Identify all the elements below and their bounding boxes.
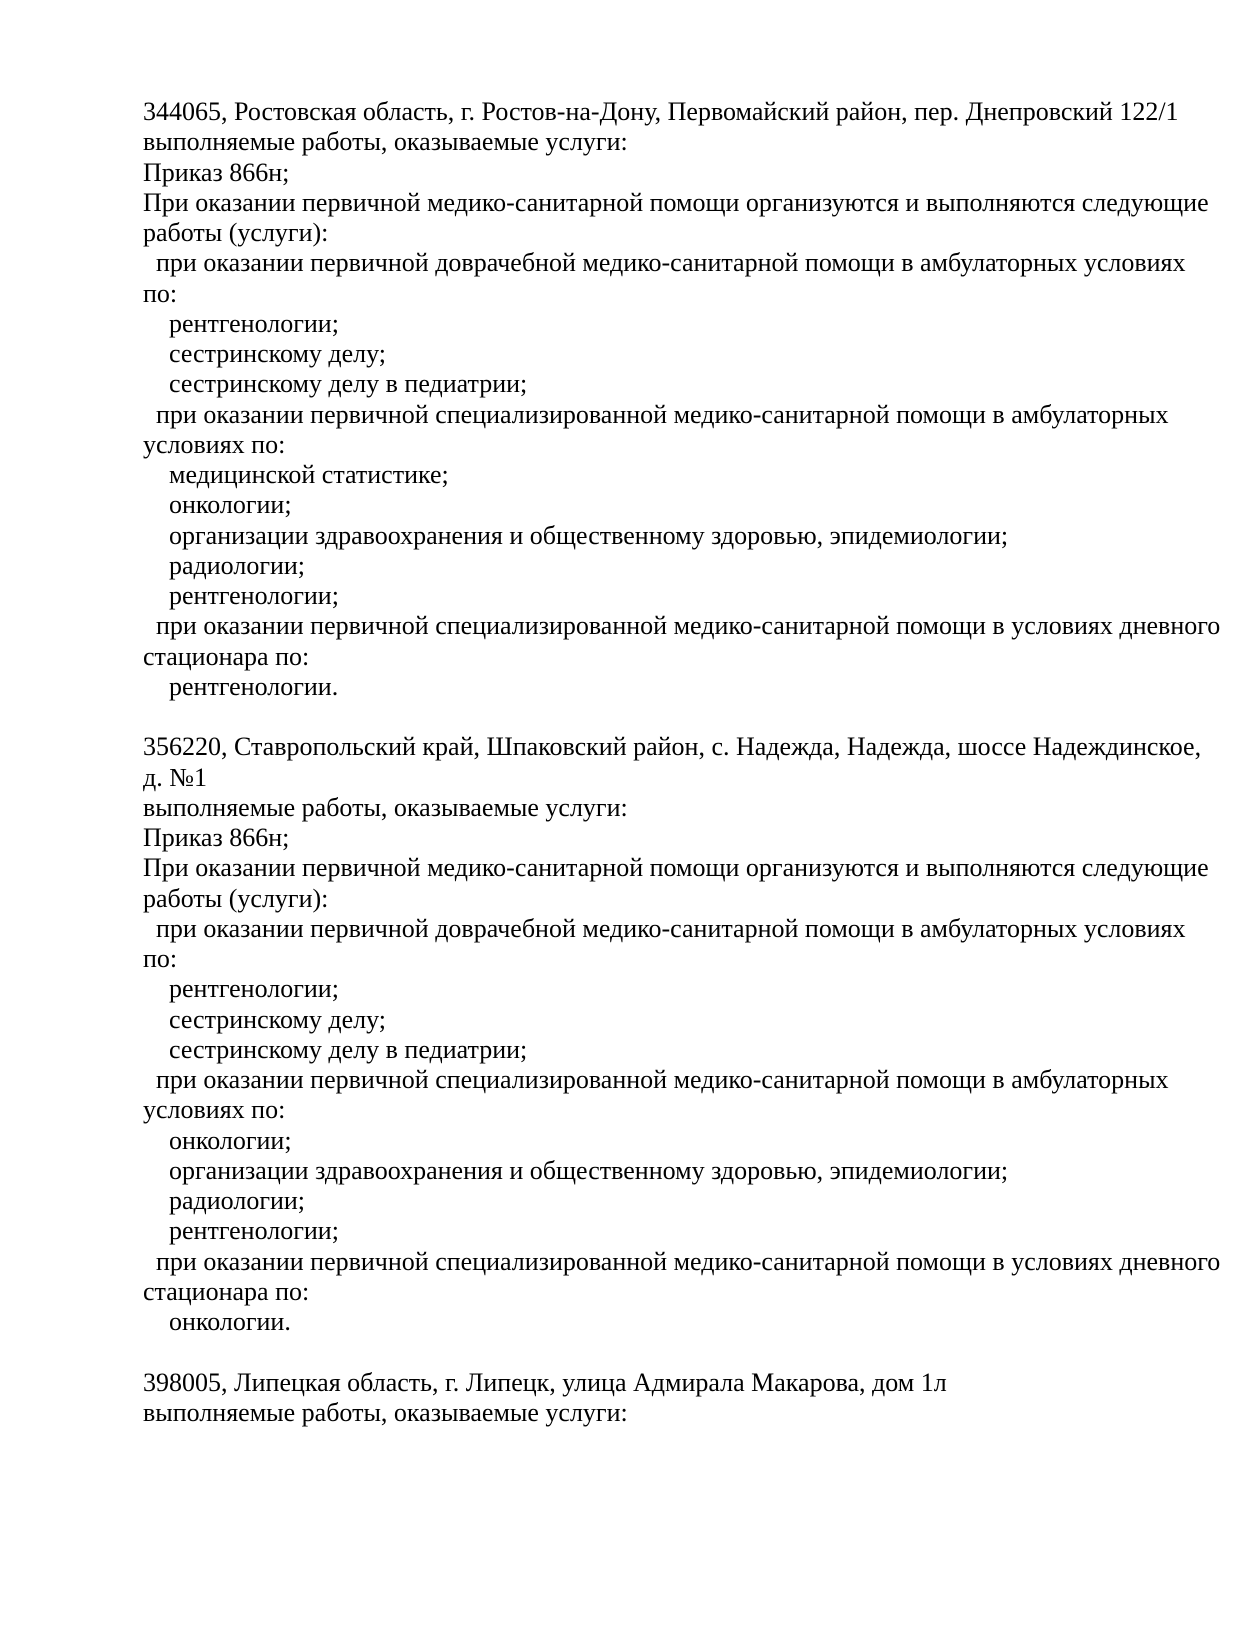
text-line: Приказ 866н;	[143, 157, 290, 187]
text-line: организации здравоохранения и общественному здоровью, эпидемиологии;	[143, 520, 1009, 550]
text-line: сестринскому делу;	[143, 339, 387, 368]
text-line: организации здравоохранения и общественному здоровью, эпидемиологии;	[143, 1155, 1009, 1185]
text-line: по:	[143, 944, 178, 973]
text-line: медицинской статистике;	[143, 460, 449, 489]
site-356220-stavropol	[143, 732, 1221, 1337]
text-line: Приказ 866н;	[143, 823, 290, 852]
text-line: рентгенологии;	[143, 308, 339, 338]
text-line: по:	[143, 278, 178, 308]
site-398005-lipetsk	[143, 1368, 1210, 1429]
text-line: д. №1	[143, 762, 208, 792]
text-line: онкологии;	[143, 1125, 292, 1155]
text-line: сестринскому делу в педиатрии;	[143, 369, 528, 399]
text-line: онкологии;	[143, 490, 292, 520]
text-line: стационара по:	[143, 641, 310, 671]
text-line: при оказании первичной доврачебной медико-санитарной помощи в амбулаторных условиях	[143, 913, 1186, 943]
text-line: При оказании первичной медико-санитарной помощи организуются и выполняются следующие	[143, 187, 1209, 217]
text-line: работы (услуги):	[143, 218, 329, 247]
text-line: выполняемые работы, оказываемые услуги:	[143, 792, 628, 822]
text-line: сестринскому делу;	[143, 1004, 387, 1034]
site-344065-rostov	[143, 97, 1221, 702]
text-line: работы (услуги):	[143, 883, 329, 913]
text-line: рентгенологии;	[143, 974, 339, 1004]
text-line: условиях по:	[143, 429, 286, 459]
text-line: рентгенологии;	[143, 581, 339, 610]
text-line: 398005, Липецкая область, г. Липецк, улица Адмирала Макарова, дом 1л	[143, 1367, 947, 1397]
text-line: сестринскому делу в педиатрии;	[143, 1034, 528, 1064]
text-line: радиологии;	[143, 1186, 306, 1215]
blank-line	[143, 1337, 1210, 1367]
text-line: При оказании первичной медико-санитарной помощи организуются и выполняются следующие	[143, 853, 1209, 883]
text-line: при оказании первичной специализированной медико-санитарной помощи в амбулаторных	[143, 399, 1169, 429]
blank-line	[143, 702, 1210, 732]
text-line: при оказании первичной специализированной медико-санитарной помощи в условиях дневного	[143, 1246, 1221, 1276]
text-line: при оказании первичной специализированной медико-санитарной помощи в условиях дневного	[143, 611, 1221, 641]
text-line: онкологии.	[143, 1307, 291, 1336]
text-line: радиологии;	[143, 550, 306, 580]
text-line: при оказании первичной специализированной медико-санитарной помощи в амбулаторных	[143, 1065, 1169, 1094]
text-line: условиях по:	[143, 1095, 286, 1125]
text-line: 344065, Ростовская область, г. Ростов-на-Дону, Первомайский район, пер. Днепровский 122/1	[143, 97, 1179, 126]
text-line: стационара по:	[143, 1276, 310, 1306]
text-line: при оказании первичной доврачебной медико-санитарной помощи в амбулаторных условиях	[143, 248, 1186, 278]
text-line: выполняемые работы, оказываемые услуги:	[143, 1397, 628, 1427]
license-text-body	[143, 97, 1221, 1428]
text-line: рентгенологии;	[143, 1216, 339, 1246]
text-line: выполняемые работы, оказываемые услуги:	[143, 127, 628, 157]
text-line: 356220, Ставропольский край, Шпаковский район, с. Надежда, Надежда, шоссе Надеждинское,	[143, 732, 1202, 762]
text-line: рентгенологии.	[143, 671, 339, 701]
